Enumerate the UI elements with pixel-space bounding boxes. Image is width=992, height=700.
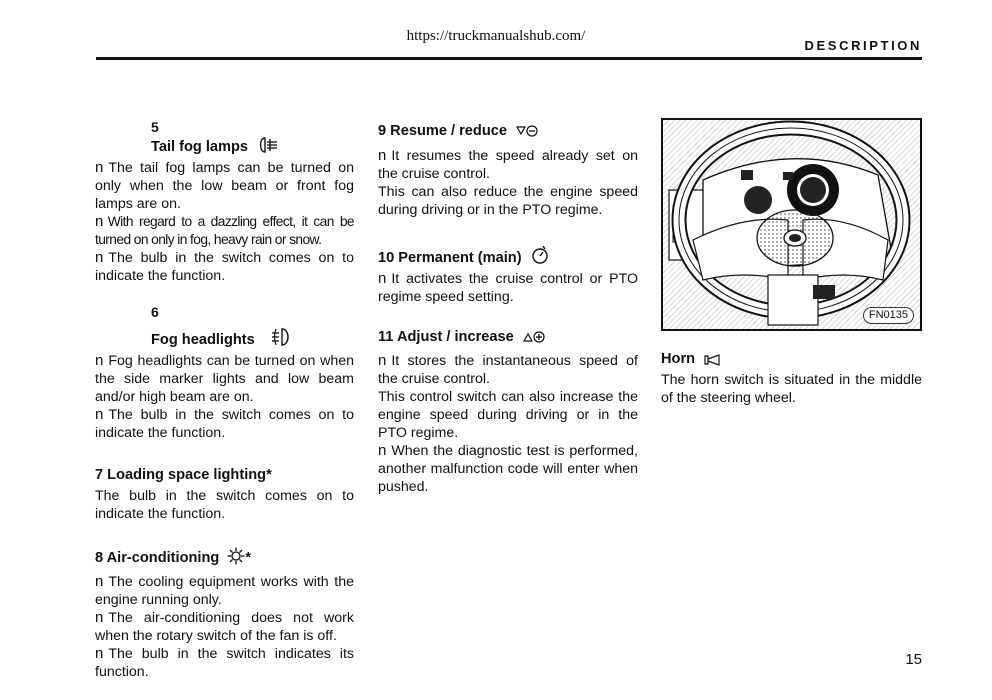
item-6-paragraph: n The bulb in the switch comes on to indicate the function. — [95, 406, 354, 441]
item-10-paragraph: n It activates the cruise control or PTO regime speed setting. — [378, 270, 638, 305]
horn-heading — [661, 350, 922, 371]
item-9-paragraph: n It resumes the speed already set on the cruise control. — [378, 147, 638, 182]
bullet: n — [95, 645, 104, 662]
column-1 — [95, 118, 354, 681]
item-7-title: 7 Loading space lighting* — [95, 467, 272, 483]
bullet: n — [95, 352, 104, 369]
fog-headlight-icon — [269, 327, 293, 352]
item-6-paragraph: n Fog headlights can be turned on when the side marker lights and low beam and/or high beam are on. — [95, 352, 354, 405]
bullet: n — [95, 609, 104, 626]
page-number: 15 — [905, 651, 922, 668]
bullet: n — [95, 573, 104, 590]
item-6-title: Fog headlights — [151, 332, 255, 348]
bullet: n — [378, 270, 387, 287]
item-11-heading — [378, 328, 638, 349]
item-11-paragraph: n It stores the instantaneous speed of the cruise control. — [378, 352, 638, 387]
item-9-title: 9 Resume / reduce — [378, 123, 507, 139]
column-2 — [378, 122, 638, 496]
item-8-title: 8 Air-conditioning — [95, 550, 220, 566]
horn-text: The horn switch is situated in the middle of the steering wheel. — [661, 372, 922, 406]
bullet: n — [378, 147, 387, 164]
bullet: n — [95, 406, 104, 423]
item-7-text: The bulb in the switch comes on to indicate the function. — [95, 488, 354, 522]
item-6-number: 6 — [151, 304, 159, 320]
bullet: n — [378, 442, 387, 459]
item-8-heading — [95, 547, 354, 570]
item-5-title: Tail fog lamps — [151, 139, 249, 155]
header-rule — [96, 57, 922, 60]
horn-icon — [703, 353, 723, 371]
item-8-paragraph: n The air-conditioning does not work when the rotary switch of the fan is off. — [95, 609, 354, 644]
item-5-paragraph: n The tail fog lamps can be turned on only when the low beam or front fog lamps are on. — [95, 159, 354, 212]
item-8-suffix: * — [245, 550, 252, 566]
item-5-paragraph: n The bulb in the switch comes on to indicate the function. — [95, 249, 354, 284]
cruise-control-main-icon — [530, 245, 550, 270]
section-title: DESCRIPTION — [804, 38, 922, 53]
item-11-paragraph: n When the diagnostic test is performed, another malfunction code will enter when pushed. — [378, 442, 638, 495]
item-9-text: This can also reduce the engine speed during driving or in the PTO regime. — [378, 184, 638, 218]
column-3 — [661, 350, 922, 407]
bullet: n — [95, 213, 103, 230]
air-conditioning-icon — [227, 547, 245, 570]
bullet: n — [95, 159, 104, 176]
item-8-paragraph: n The cooling equipment works with the engine running only. — [95, 573, 354, 608]
bullet: n — [378, 352, 387, 369]
item-5-paragraph: n With regard to a dazzling effect, it can be turned on only in fog, heavy rain or snow. — [95, 213, 354, 247]
item-8-paragraph: n The bulb in the switch indicates its function. — [95, 645, 354, 680]
item-5-heading — [151, 136, 354, 159]
item-11-text: This control switch can also increase the engine speed during driving or in the PTO regime. — [378, 389, 638, 441]
figure-label: FN0135 — [863, 307, 914, 324]
resume-reduce-icon — [515, 124, 539, 143]
horn-title: Horn — [661, 351, 696, 367]
item-10-heading — [378, 245, 638, 270]
item-9-heading — [378, 122, 638, 143]
item-6-heading — [151, 327, 354, 352]
bullet: n — [95, 249, 104, 266]
steering-wheel-illustration — [663, 120, 920, 329]
item-10-title: 10 Permanent (main) — [378, 250, 522, 266]
steering-wheel-figure — [661, 118, 922, 331]
tail-fog-lamp-icon — [256, 136, 280, 159]
item-5-number: 5 — [151, 119, 159, 135]
item-11-title: 11 Adjust / increase — [378, 329, 514, 345]
adjust-increase-icon — [522, 330, 546, 349]
header-url[interactable]: https://truckmanualshub.com/ — [406, 28, 586, 44]
